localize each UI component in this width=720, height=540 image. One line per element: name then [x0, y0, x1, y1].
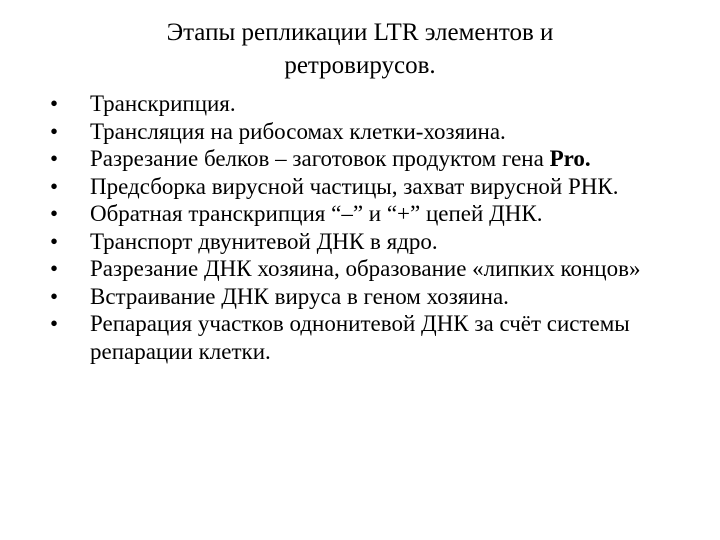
bullet-icon: •: [50, 283, 59, 309]
bullet-text: Разрезание белков – заготовок продуктом гена: [90, 146, 550, 171]
bullet-icon: •: [50, 118, 59, 144]
bullet-text: Трансляция на рибосомах клетки-хозяина.: [90, 118, 506, 144]
slide-title-line-1: Этапы репликации LTR элементов и: [166, 19, 554, 46]
bullet-item: [50, 200, 690, 228]
bullet-item: [50, 310, 690, 365]
bullet-icon: •: [50, 146, 59, 171]
bullet-item: [50, 118, 690, 146]
bullet-icon: •: [50, 256, 59, 281]
bullet-item: [50, 228, 690, 256]
bullet-icon: •: [50, 173, 59, 199]
slide-title-line-2: ретровирусов.: [284, 52, 436, 79]
bullet-text: Предсборка вирусной частицы, захват вирусной РНК.: [90, 173, 619, 199]
bullet-item: [50, 173, 690, 201]
gene-name: Pro.: [549, 146, 591, 171]
bullet-icon: •: [50, 201, 59, 226]
slide-title: [60, 16, 660, 82]
bullet-item: [50, 90, 690, 118]
bullet-text: Обратная транскрипция “–” и “+” цепей ДНК.: [90, 201, 543, 226]
bullet-item: [50, 145, 690, 173]
bullet-icon: •: [50, 311, 59, 336]
bullet-text: Транскрипция.: [90, 91, 236, 116]
bullet-item: [50, 255, 690, 283]
bullet-text: Транспорт двунитевой ДНК в ядро.: [90, 228, 438, 254]
bullet-text: Разрезание ДНК хозяина, образование «липких концов»: [90, 256, 641, 281]
bullet-text: Репарация участков однонитевой ДНК за счёт системы репарации клетки.: [90, 311, 630, 364]
bullet-item: [50, 283, 690, 311]
bullet-icon: •: [50, 91, 59, 116]
bullet-text: Встраивание ДНК вируса в геном хозяина.: [90, 283, 509, 309]
bullet-icon: •: [50, 228, 59, 254]
bullet-list: [50, 90, 690, 365]
